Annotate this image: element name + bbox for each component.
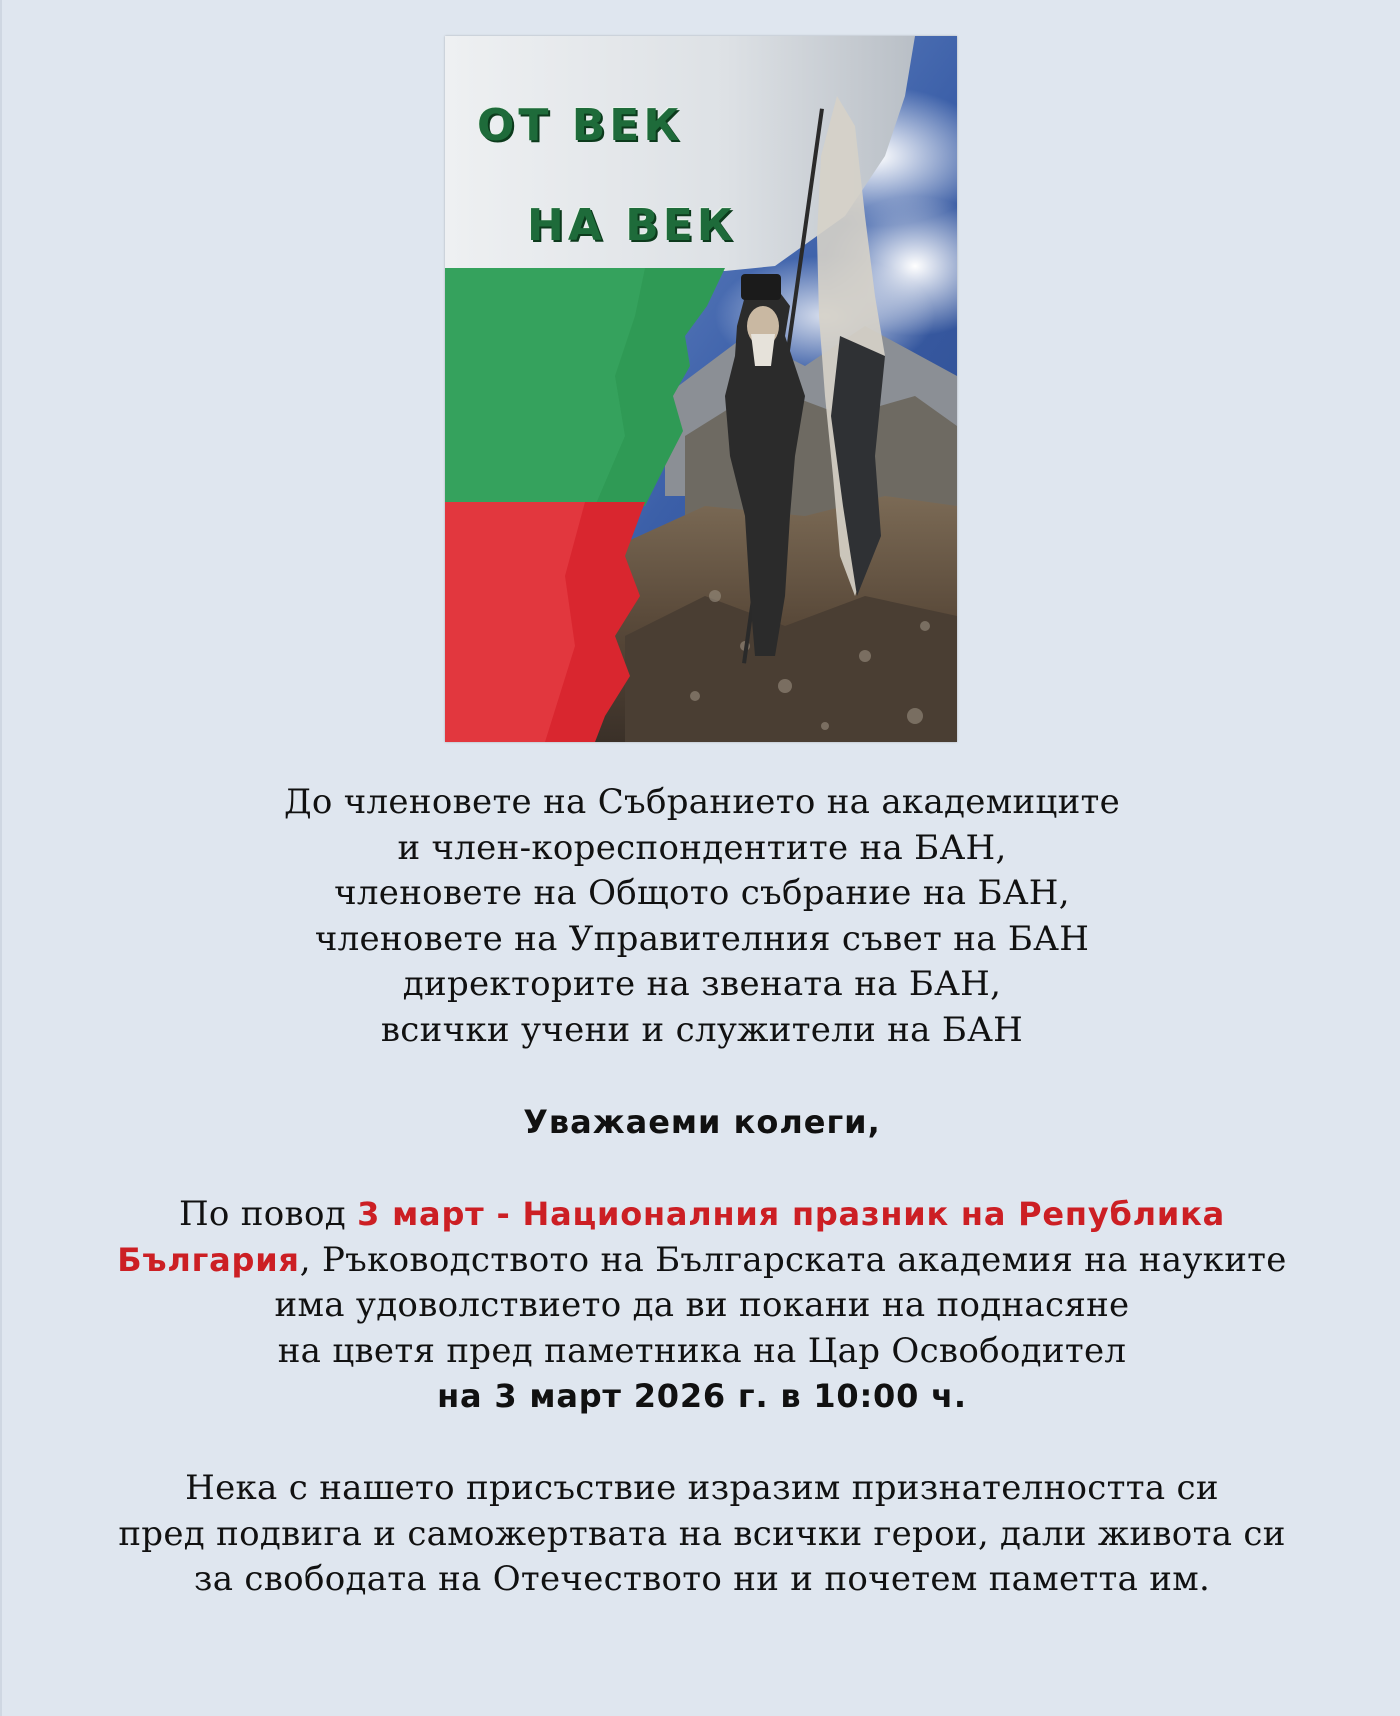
after-holiday-text: , Ръководството на Българската академия на науките xyxy=(299,1239,1287,1280)
closing-line: пред подвига и саможертвата на всички герои, дали живота си xyxy=(118,1513,1286,1554)
event-time: на 3 март 2026 г. в 10:00 ч. xyxy=(437,1377,967,1415)
addressee-line: всички учени и служители на БАН xyxy=(380,1009,1024,1050)
holiday-name-part2: България xyxy=(117,1240,300,1279)
invitation-line-3: има удоволствието да ви покани на поднасяне xyxy=(274,1285,1130,1325)
poster-title-line1: ОТ ВЕК xyxy=(477,100,684,151)
invitation-intro: По повод xyxy=(178,1194,358,1234)
holiday-name-part1: Националния празник на Република xyxy=(522,1195,1226,1233)
addressee-line: и член-кореспондентите на БАН, xyxy=(397,827,1007,868)
greeting: Уважаеми колеги, xyxy=(523,1103,881,1141)
closing-line: Нека с нашето присъствие изразим признателността си xyxy=(185,1468,1219,1508)
closing-line: за свободата на Отечеството ни и почетем паметта им. xyxy=(193,1559,1211,1599)
addressee-line: членовете на Общото събрание на БАН, xyxy=(334,873,1070,913)
invitation-line-2 xyxy=(2,1238,1400,1284)
addressee-line: членовете на Управителния съвет на БАН xyxy=(314,918,1090,959)
date-highlight: 3 март xyxy=(357,1195,485,1233)
invitation-line-1 xyxy=(2,1192,1400,1238)
invitation-paragraph xyxy=(2,1192,1400,1420)
closing-paragraph xyxy=(2,1466,1400,1603)
poster-title-line2: НА ВЕК xyxy=(527,200,737,251)
addressee-line: директорите на звената на БАН, xyxy=(402,964,1002,1004)
invitation-line-4: на цветя пред паметника на Цар Освободител xyxy=(277,1330,1127,1371)
addressee-line: До членовете на Събранието на академиците xyxy=(283,782,1121,822)
poster-image xyxy=(445,36,957,742)
addressees-block xyxy=(2,780,1400,1053)
dash: - xyxy=(484,1195,523,1233)
